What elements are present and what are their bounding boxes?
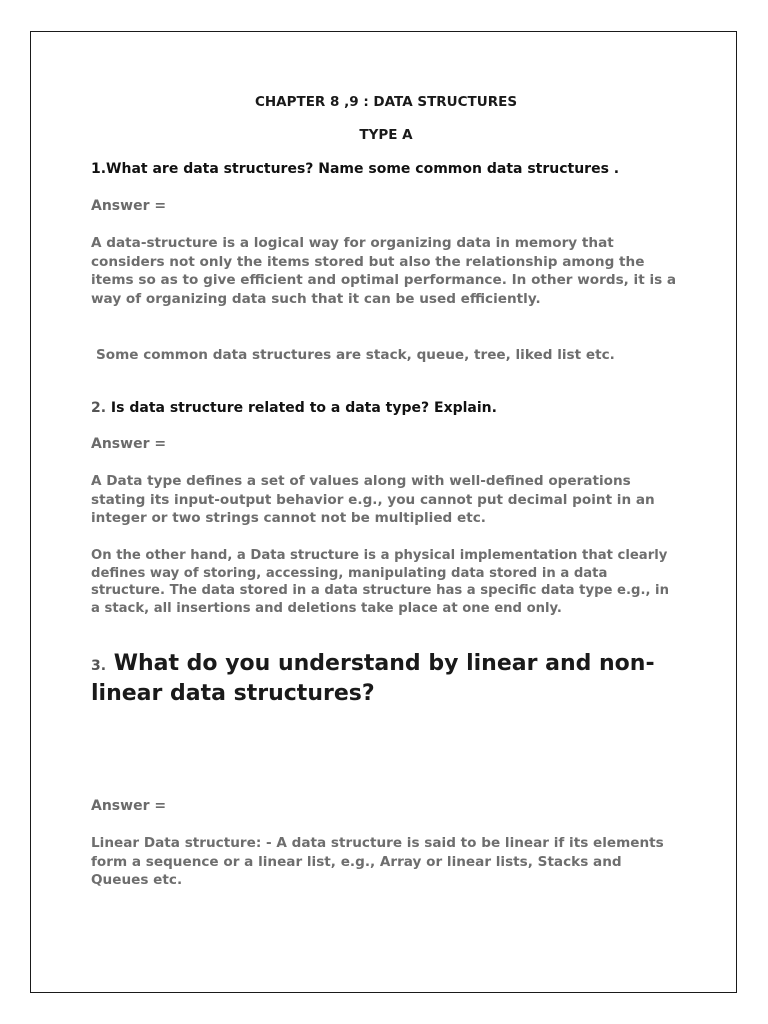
answer-1-paragraph-1: A data-structure is a logical way for organizing data in memory that considers not only the items stored but also the relationship among the items so as to give efficient and optimal performance. In other words, it is a way of organizing data such that it can be used efficiently.: [91, 235, 677, 307]
answer-2-label: Answer =: [91, 436, 167, 452]
answer-2-paragraph-2: On the other hand, a Data structure is a physical implementation that clearly defines way of storing, accessing, manipulating data stored in a data structure. The data stored in a data structure has a specific data type e.g., in a stack, all insertions and deletions take place at one end only.: [91, 548, 669, 616]
answer-1-paragraph-2: Some common data structures are stack, queue, tree, liked list etc.: [96, 347, 615, 363]
answer-1-label: Answer =: [91, 198, 167, 214]
question-3: [91, 650, 681, 708]
question-3-text: What do you understand by linear and non-linear data structures?: [91, 651, 655, 706]
answer-2-paragraph-1: A Data type defines a set of values along with well-defined operations stating its input-output behavior e.g., you cannot put decimal point in an integer or two strings cannot not be multiplied etc.: [91, 473, 655, 526]
question-1: 1.What are data structures? Name some common data structures .: [91, 161, 620, 177]
document-subtitle: TYPE A: [359, 127, 413, 143]
answer-3-label: Answer =: [91, 798, 167, 814]
document-title: CHAPTER 8 ,9 : DATA STRUCTURES: [254, 94, 518, 110]
question-3-number: 3.: [91, 658, 107, 674]
question-2-text: Is data structure related to a data type? Explain.: [106, 400, 497, 416]
question-2: [91, 399, 681, 417]
question-2-number: 2.: [91, 400, 107, 416]
answer-3-paragraph-1: Linear Data structure: - A data structure is said to be linear if its elements form a sequence or a linear list, e.g., Array or linear lists, Stacks and Queues etc.: [91, 835, 664, 888]
